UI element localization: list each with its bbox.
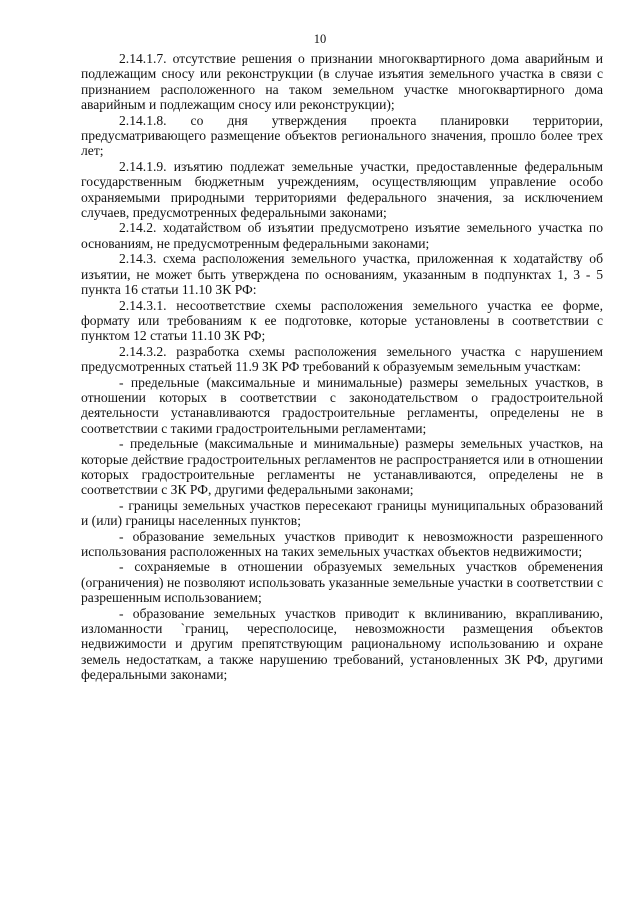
- list-item-wedging-defects: - образование земельных участков приводит к вклиниванию, вкрапливанию, изломанности `границ, чересполосице, невозможности размещения объектов недвижимости и другим препятствующим рациональному использованию и охране земель недостаткам, а также нарушению требований, установленных ЗК РФ, другими федеральными законами;: [81, 605, 603, 683]
- list-item-size-limits-unregulated: - предельные (максимальные и минимальные) размеры земельных участков, на которые действие градостроительных регламентов не распространяется или в отношении которых градостроительные регламенты не устанавливаются, определены не в соответствии с ЗК РФ, другими федеральными законами;: [81, 436, 603, 498]
- list-item-boundary-crossing: - границы земельных участков пересекают границы муниципальных образований и (или) границы населенных пунктов;: [81, 497, 603, 529]
- list-item-encumbrances: - сохраняемые в отношении образуемых земельных участков обременения (ограничения) не позволяют использовать указанные земельные участки в соответствии с разрешенным использованием;: [81, 559, 603, 606]
- paragraph-2-14-2: 2.14.2. ходатайством об изъятии предусмотрено изъятие земельного участка по основаниям, не предусмотренным федеральными законами;: [81, 220, 603, 251]
- paragraph-2-14-3-1: 2.14.3.1. несоответствие схемы расположения земельного участка ее форме, формату или требованиям к ее подготовке, которые установлены в соответствии с пунктом 12 статьи 11.10 ЗК РФ;: [81, 297, 603, 344]
- paragraph-2-14-3: 2.14.3. схема расположения земельного участка, приложенная к ходатайству об изъятии, не может быть утверждена по основаниям, указанным в подпунктах 1, 3 - 5 пункта 16 статьи 11.10 ЗК РФ:: [81, 251, 603, 298]
- list-item-permitted-use-impossible: - образование земельных участков приводит к невозможности разрешенного использования расположенных на таких земельных участках объектов недвижимости;: [81, 528, 603, 559]
- paragraph-2-14-1-9: 2.14.1.9. изъятию подлежат земельные участки, предоставленные федеральным государственным бюджетным учреждениям, осуществляющим управление особо охраняемыми природными территориями федерального значения, за исключением случаев, предусмотренных федеральными законами;: [81, 158, 603, 221]
- paragraph-2-14-1-8: 2.14.1.8. со дня утверждения проекта планировки территории, предусматривающего размещение объектов регионального значения, прошло более трех лет;: [81, 112, 603, 159]
- paragraph-2-14-3-2: 2.14.3.2. разработка схемы расположения земельного участка с нарушением предусмотренных статьей 11.9 ЗК РФ требований к образуемым земельным участкам:: [81, 343, 603, 375]
- list-item-size-limits-regulated: - предельные (максимальные и минимальные) размеры земельных участков, в отношении которых в соответствии с законодательством о градостроительной деятельности устанавливаются градостроительные регламенты, определены не в соответствии с такими градостроительными регламентами;: [81, 374, 603, 436]
- paragraph-2-14-1-7: 2.14.1.7. отсутствие решения о признании многоквартирного дома аварийным и подлежащим сносу или реконструкции (в случае изъятия земельного участка в связи с признанием расположенного на таком земельном участке многоквартирного дома аварийным и подлежащим сносу или реконструкции);: [81, 51, 603, 113]
- document-body: [81, 51, 603, 683]
- page-number: 10: [313, 32, 327, 46]
